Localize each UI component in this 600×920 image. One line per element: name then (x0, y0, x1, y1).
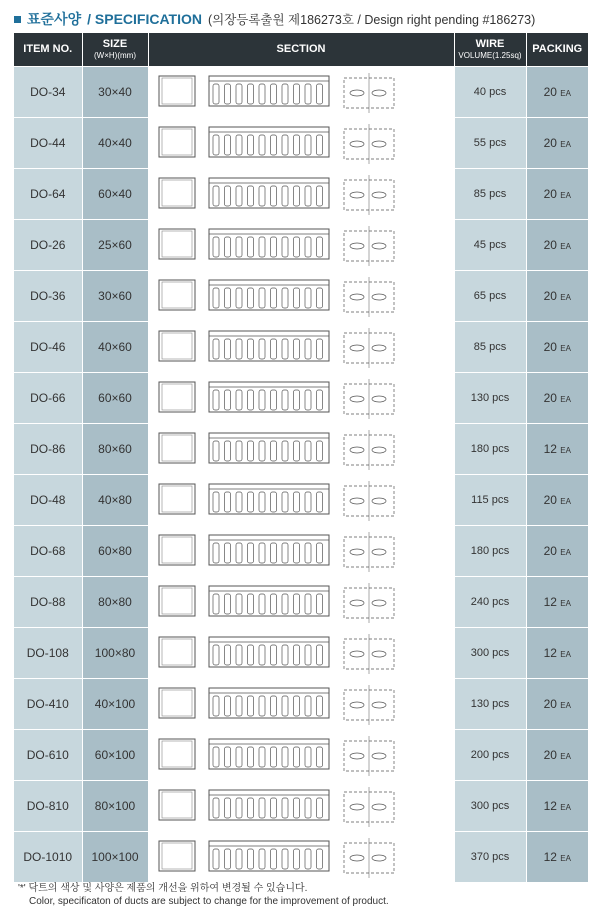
packing-count: 20 (543, 544, 557, 558)
packing-count: 20 (543, 187, 557, 201)
header-section: SECTION (148, 33, 454, 67)
packing-count: 20 (543, 136, 557, 150)
item-no-cell: DO-34 (14, 67, 82, 118)
duct-section-drawing (149, 425, 449, 473)
duct-section-drawing (149, 578, 449, 626)
size-cell: 30×40 (82, 67, 148, 118)
section-cell (148, 322, 454, 373)
footer-note (18, 882, 389, 908)
packing-cell (526, 169, 588, 220)
packing-count: 12 (543, 799, 557, 813)
wire-volume-cell: 200 pcs (454, 730, 526, 781)
packing-cell (526, 373, 588, 424)
packing-unit: EA (560, 752, 571, 761)
section-cell (148, 628, 454, 679)
title-english: / SPECIFICATION (87, 11, 202, 27)
section-cell (148, 220, 454, 271)
item-no-cell: DO-610 (14, 730, 82, 781)
packing-count: 12 (543, 442, 557, 456)
square-bullet-icon (14, 16, 21, 23)
size-cell: 60×80 (82, 526, 148, 577)
title-korean: 표준사양 (27, 11, 82, 27)
table-row (14, 628, 588, 679)
wire-volume-cell: 130 pcs (454, 679, 526, 730)
footer-note-english: Color, specificaton of ducts are subject to change for the improvement of product. (29, 896, 389, 907)
packing-unit: EA (560, 395, 571, 404)
wire-volume-cell: 180 pcs (454, 526, 526, 577)
section-cell (148, 475, 454, 526)
table-row (14, 424, 588, 475)
size-cell: 40×100 (82, 679, 148, 730)
duct-section-drawing (149, 374, 449, 422)
size-cell: 100×100 (82, 832, 148, 883)
item-no-cell: DO-26 (14, 220, 82, 271)
packing-cell (526, 628, 588, 679)
packing-cell (526, 730, 588, 781)
packing-cell (526, 67, 588, 118)
wire-volume-cell: 85 pcs (454, 169, 526, 220)
section-cell (148, 679, 454, 730)
wire-volume-cell: 130 pcs (454, 373, 526, 424)
duct-section-drawing (149, 272, 449, 320)
section-cell (148, 730, 454, 781)
wire-volume-cell: 45 pcs (454, 220, 526, 271)
section-cell (148, 118, 454, 169)
packing-count: 20 (543, 697, 557, 711)
packing-cell (526, 271, 588, 322)
item-no-cell: DO-66 (14, 373, 82, 424)
item-no-cell: DO-68 (14, 526, 82, 577)
table-row (14, 832, 588, 883)
table-header-row (14, 33, 588, 67)
header-wire-volume: WIRE VOLUME(1.25sq) (454, 33, 526, 67)
header-packing: PACKING (526, 33, 588, 67)
duct-section-drawing (149, 323, 449, 371)
packing-unit: EA (560, 191, 571, 200)
packing-cell (526, 322, 588, 373)
packing-unit: EA (560, 89, 571, 98)
item-no-cell: DO-108 (14, 628, 82, 679)
packing-unit: EA (560, 854, 571, 863)
wire-volume-cell: 240 pcs (454, 577, 526, 628)
header-size: SIZE (W×H)(mm) (82, 33, 148, 67)
packing-cell (526, 679, 588, 730)
duct-section-drawing (149, 680, 449, 728)
section-cell (148, 373, 454, 424)
duct-section-drawing (149, 68, 449, 116)
duct-section-drawing (149, 221, 449, 269)
item-no-cell: DO-36 (14, 271, 82, 322)
duct-section-drawing (149, 170, 449, 218)
duct-section-drawing (149, 476, 449, 524)
size-cell: 80×60 (82, 424, 148, 475)
packing-unit: EA (560, 293, 571, 302)
item-no-cell: DO-810 (14, 781, 82, 832)
table-row (14, 373, 588, 424)
wire-volume-cell: 180 pcs (454, 424, 526, 475)
wire-volume-cell: 370 pcs (454, 832, 526, 883)
packing-unit: EA (560, 803, 571, 812)
section-cell (148, 424, 454, 475)
size-cell: 60×100 (82, 730, 148, 781)
packing-unit: EA (560, 140, 571, 149)
item-no-cell: DO-86 (14, 424, 82, 475)
size-cell: 80×80 (82, 577, 148, 628)
packing-count: 12 (543, 850, 557, 864)
table-row (14, 67, 588, 118)
packing-unit: EA (560, 344, 571, 353)
section-cell (148, 577, 454, 628)
packing-count: 12 (543, 646, 557, 660)
section-cell (148, 67, 454, 118)
packing-unit: EA (560, 599, 571, 608)
packing-cell (526, 577, 588, 628)
wire-volume-cell: 65 pcs (454, 271, 526, 322)
packing-count: 20 (543, 289, 557, 303)
section-cell (148, 271, 454, 322)
packing-cell (526, 781, 588, 832)
size-cell: 40×60 (82, 322, 148, 373)
duct-section-drawing (149, 833, 449, 881)
packing-unit: EA (560, 650, 571, 659)
table-row (14, 577, 588, 628)
wire-volume-cell: 85 pcs (454, 322, 526, 373)
section-cell (148, 526, 454, 577)
section-cell (148, 781, 454, 832)
table-row (14, 322, 588, 373)
table-row (14, 781, 588, 832)
size-cell: 60×40 (82, 169, 148, 220)
packing-count: 20 (543, 493, 557, 507)
packing-unit: EA (560, 548, 571, 557)
wire-volume-cell: 55 pcs (454, 118, 526, 169)
specification-table (14, 33, 588, 882)
size-cell: 25×60 (82, 220, 148, 271)
size-cell: 60×60 (82, 373, 148, 424)
packing-unit: EA (560, 446, 571, 455)
table-row (14, 118, 588, 169)
wire-volume-cell: 300 pcs (454, 628, 526, 679)
duct-section-drawing (149, 731, 449, 779)
packing-unit: EA (560, 242, 571, 251)
item-no-cell: DO-46 (14, 322, 82, 373)
packing-cell (526, 832, 588, 883)
packing-count: 20 (543, 340, 557, 354)
duct-section-drawing (149, 527, 449, 575)
item-no-cell: DO-1010 (14, 832, 82, 883)
section-cell (148, 169, 454, 220)
duct-section-drawing (149, 782, 449, 830)
design-right-note: (의장등록출원 제186273호 / Design right pending #186273) (207, 13, 536, 27)
size-cell: 30×60 (82, 271, 148, 322)
packing-unit: EA (560, 701, 571, 710)
item-no-cell: DO-410 (14, 679, 82, 730)
packing-cell (526, 526, 588, 577)
item-no-cell: DO-44 (14, 118, 82, 169)
wire-volume-cell: 40 pcs (454, 67, 526, 118)
size-cell: 80×100 (82, 781, 148, 832)
table-row (14, 526, 588, 577)
size-cell: 40×80 (82, 475, 148, 526)
section-cell (148, 832, 454, 883)
table-row (14, 169, 588, 220)
table-row (14, 475, 588, 526)
packing-cell (526, 424, 588, 475)
packing-count: 20 (543, 85, 557, 99)
header-item-no: ITEM NO. (14, 33, 82, 67)
packing-cell (526, 220, 588, 271)
packing-count: 20 (543, 238, 557, 252)
table-row (14, 730, 588, 781)
duct-section-drawing (149, 119, 449, 167)
item-no-cell: DO-64 (14, 169, 82, 220)
wire-volume-cell: 115 pcs (454, 475, 526, 526)
packing-cell (526, 475, 588, 526)
table-row (14, 271, 588, 322)
duct-section-drawing (149, 629, 449, 677)
size-cell: 100×80 (82, 628, 148, 679)
packing-count: 20 (543, 748, 557, 762)
item-no-cell: DO-48 (14, 475, 82, 526)
packing-count: 12 (543, 595, 557, 609)
item-no-cell: DO-88 (14, 577, 82, 628)
table-row (14, 220, 588, 271)
size-cell: 40×40 (82, 118, 148, 169)
packing-unit: EA (560, 497, 571, 506)
wire-volume-cell: 300 pcs (454, 781, 526, 832)
page-title (14, 8, 535, 30)
packing-cell (526, 118, 588, 169)
footer-note-korean: '*' 닥트의 색상 및 사양은 제품의 개선을 위하여 변경될 수 있습니다. (18, 883, 308, 894)
packing-count: 20 (543, 391, 557, 405)
table-row (14, 679, 588, 730)
